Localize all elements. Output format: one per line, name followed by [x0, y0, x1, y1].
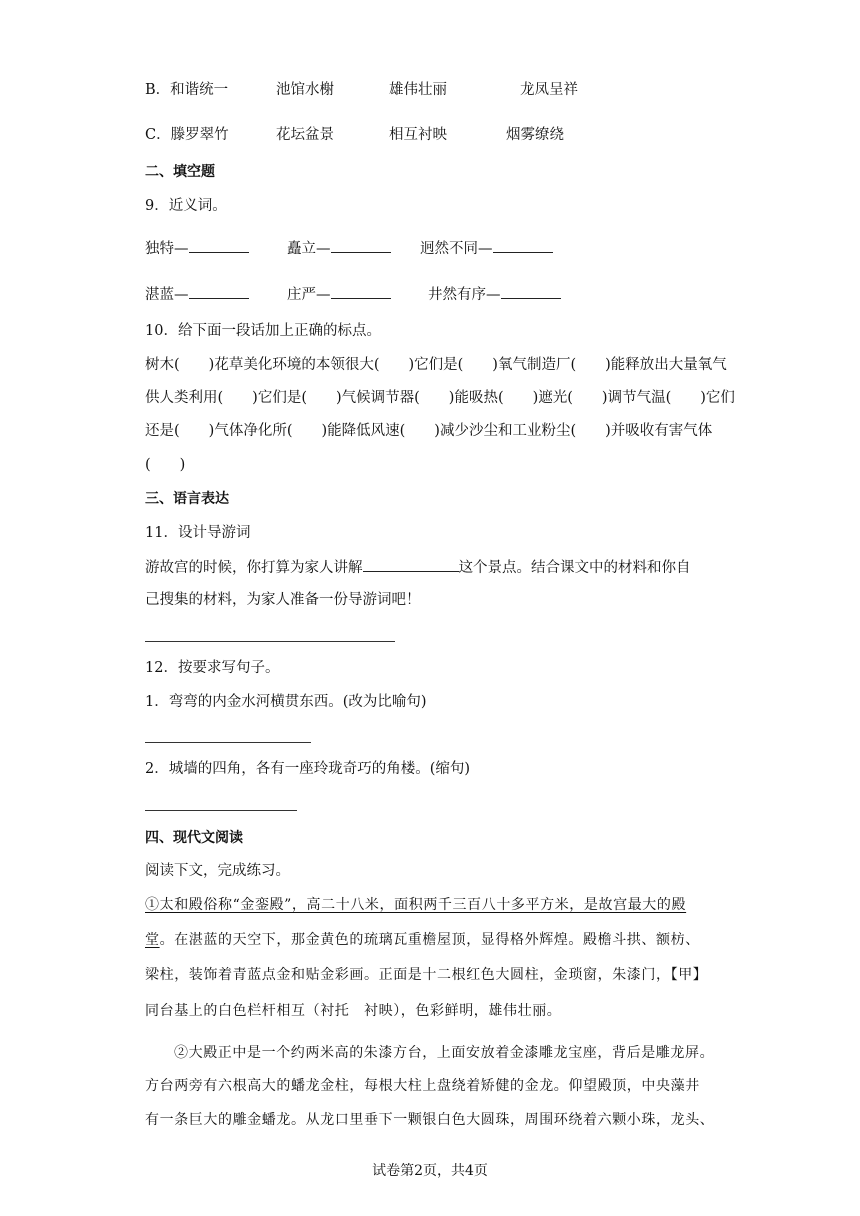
- passage-p1-line-2: [145, 930, 717, 950]
- option-b-label: B．和谐统一: [145, 82, 229, 98]
- option-c-word-2: 花坛盆景: [276, 127, 334, 143]
- passage-p1-line-4: 同台基上的白色栏杆相互（衬托 衬映），色彩鲜明，雄伟壮丽。: [145, 1003, 562, 1019]
- q12-stem: 12．按要求写句子。: [145, 660, 280, 676]
- passage-p2-line-2: 方台两旁有六根高大的蟠龙金柱，每根大柱上盘绕着矫健的金龙。仰望殿顶，中央藻井: [145, 1078, 700, 1094]
- q11-answer-line[interactable]: [145, 641, 395, 642]
- q9-item-4-word: 湛蓝—: [145, 287, 189, 303]
- q10-line-2: 供人类利用( )它们是( )气候调节器( )能吸热( )遮光( )调节气温( )它们: [145, 390, 735, 406]
- option-b-word-2: 池馆水榭: [276, 82, 334, 98]
- passage-underlined-end: 堂: [145, 932, 160, 948]
- option-b-word-4: 龙凤呈祥: [520, 82, 578, 98]
- q9-item-1: [145, 237, 249, 258]
- q12-answer-line-2[interactable]: [145, 810, 297, 811]
- q9-item-5: [287, 283, 391, 304]
- q9-item-5-word: 庄严—: [287, 287, 331, 303]
- q9-item-6-word: 井然有序—: [428, 287, 501, 303]
- q12-item-2: 2．城墙的四角，各有一座玲珑奇巧的角楼。(缩句): [145, 761, 471, 777]
- section-2-title: 二、填空题: [145, 164, 215, 180]
- passage-p2-line-1: ②大殿正中是一个约两米高的朱漆方台，上面安放着金漆雕龙宝座，背后是雕龙屏。: [174, 1045, 715, 1061]
- reading-intro: 阅读下文，完成练习。: [145, 863, 290, 879]
- page-footer: 试卷第2页，共4页: [372, 1163, 488, 1179]
- section-3-title: 三、语言表达: [145, 491, 229, 507]
- q11-line-2: 己搜集的材料，为家人准备一份导游词吧！: [145, 592, 421, 608]
- q9-item-3-word: 迥然不同—: [420, 241, 493, 257]
- q9-blank-4[interactable]: [189, 284, 249, 299]
- q9-item-4: [145, 283, 249, 304]
- q9-stem: 9．近义词。: [145, 198, 227, 214]
- q10-line-4: ( ): [145, 457, 186, 473]
- q11-text-before: 游故宫的时候，你打算为家人讲解: [145, 560, 363, 576]
- passage-p1-line-2-rest: 。在湛蓝的天空下，那金黄色的琉璃瓦重檐屋顶，显得格外辉煌。殿檐斗拱、额枋、: [159, 932, 700, 948]
- q10-stem: 10．给下面一段话加上正确的标点。: [145, 323, 381, 339]
- q10-line-1: 树木( )花草美化环境的本领很大( )它们是( )氧气制造厂( )能释放出大量氧气: [145, 357, 727, 373]
- q11-text-after: 这个景点。结合课文中的材料和你自: [458, 560, 691, 576]
- q9-item-2-word: 矗立—: [287, 241, 331, 257]
- q12-answer-line-1[interactable]: [145, 742, 311, 743]
- q9-item-2: [287, 237, 391, 258]
- q11-scenic-spot-blank[interactable]: [363, 557, 459, 572]
- passage-p1-line-1: [145, 895, 717, 915]
- q9-blank-1[interactable]: [189, 238, 249, 253]
- q9-blank-3[interactable]: [493, 238, 553, 253]
- passage-p1-line-3: 梁柱，装饰着青蓝点金和贴金彩画。正面是十二根红色大圆柱，金琐窗，朱漆门，【甲】: [145, 967, 708, 983]
- q12-item-1: 1．弯弯的内金水河横贯东西。(改为比喻句): [145, 694, 427, 710]
- option-c-word-3: 相互衬映: [389, 127, 447, 143]
- option-c-word-4: 烟雾缭绕: [506, 127, 564, 143]
- q9-blank-2[interactable]: [331, 238, 391, 253]
- q9-item-3: [420, 237, 553, 258]
- q9-item-6: [428, 283, 561, 304]
- passage-p2-line-3: 有一条巨大的雕金蟠龙。从龙口里垂下一颗银白色大圆珠，周围环绕着六颗小珠，龙头、: [145, 1112, 715, 1128]
- section-4-title: 四、现代文阅读: [145, 830, 243, 846]
- q11-stem: 11．设计导游词: [145, 525, 251, 541]
- option-c-label: C．滕罗翠竹: [145, 127, 229, 143]
- q10-line-3: 还是( )气体净化所( )能降低风速( )减少沙尘和工业粉尘( )并吸收有害气体: [145, 423, 713, 439]
- q11-line-1: [145, 557, 691, 578]
- q9-blank-5[interactable]: [331, 284, 391, 299]
- passage-underlined-sentence: ①太和殿俗称“金銮殿”，高二十八米，面积两千三百八十多平方米，是故宫最大的殿: [145, 897, 687, 913]
- q9-item-1-word: 独特—: [145, 241, 189, 257]
- q9-blank-6[interactable]: [501, 284, 561, 299]
- option-b-word-3: 雄伟壮丽: [389, 82, 447, 98]
